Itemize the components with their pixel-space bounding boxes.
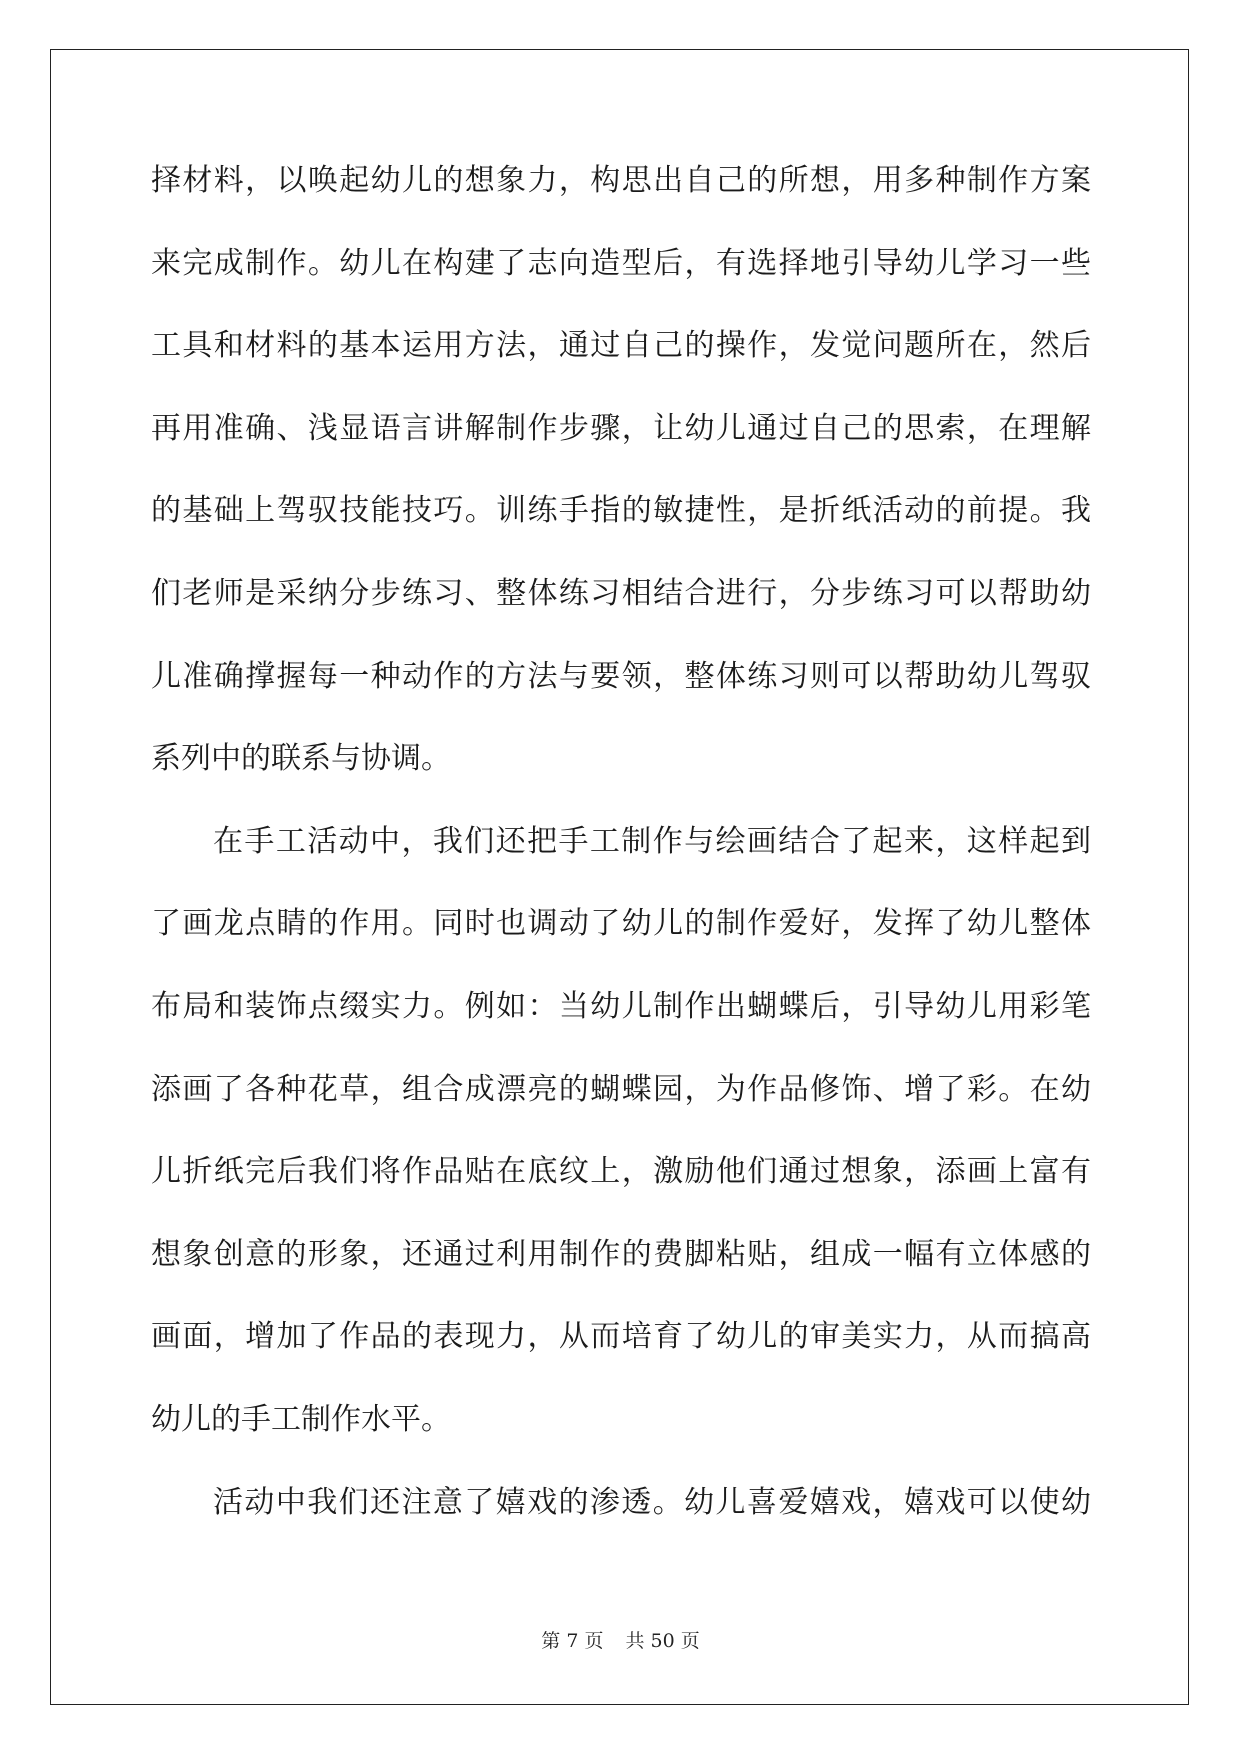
text-line: 择材料，以唤起幼儿的想象力，构思出自己的所想，用多种制作方案 [151,163,1091,198]
text-line: 工具和材料的基本运用方法，通过自己的操作，发觉问题所在，然后 [151,328,1091,364]
text-line: 来完成制作。幼儿在构建了志向造型后，有选择地引导幼儿学习一些 [151,245,1091,281]
paragraph-end-line: 系列中的联系与协调。 [151,741,451,777]
paragraph-end-line: 幼儿的手工制作水平。 [151,1401,451,1437]
text-line: 画面，增加了作品的表现力，从而培育了幼儿的审美实力，从而搞高 [151,1319,1091,1355]
body-text [151,157,1091,1561]
text-line: 布局和装饰点缀实力。例如：当幼儿制作出蝴蝶后，引导幼儿用彩笔 [151,988,1091,1024]
text-line: 了画龙点睛的作用。同时也调动了幼儿的制作爱好，发挥了幼儿整体 [151,906,1091,942]
paragraph-first-line: 活动中我们还注意了嬉戏的渗透。幼儿喜爱嬉戏，嬉戏可以使幼 [213,1484,1091,1520]
page-number: 第 7 页 [541,1630,604,1652]
page-footer [0,1626,1241,1653]
text-line: 添画了各种花草，组合成漂亮的蝴蝶园，为作品修饰、增了彩。在幼 [151,1071,1091,1107]
text-line: 儿准确撑握每一种动作的方法与要领，整体练习则可以帮助幼儿驾驭 [151,658,1091,694]
paragraph-first-line: 在手工活动中，我们还把手工制作与绘画结合了起来，这样起到 [213,823,1091,859]
page-total: 共 50 页 [625,1630,700,1652]
text-line: 的基础上驾驭技能技巧。训练手指的敏捷性，是折纸活动的前提。我 [151,493,1091,529]
text-line: 想象创意的形象，还通过利用制作的费脚粘贴，组成一幅有立体感的 [151,1236,1091,1272]
text-line: 再用准确、浅显语言讲解制作步骤，让幼儿通过自己的思索，在理解 [151,410,1091,446]
text-line: 们老师是采纳分步练习、整体练习相结合进行，分步练习可以帮助幼 [151,575,1091,611]
text-line: 儿折纸完后我们将作品贴在底纹上，激励他们通过想象，添画上富有 [151,1154,1091,1190]
